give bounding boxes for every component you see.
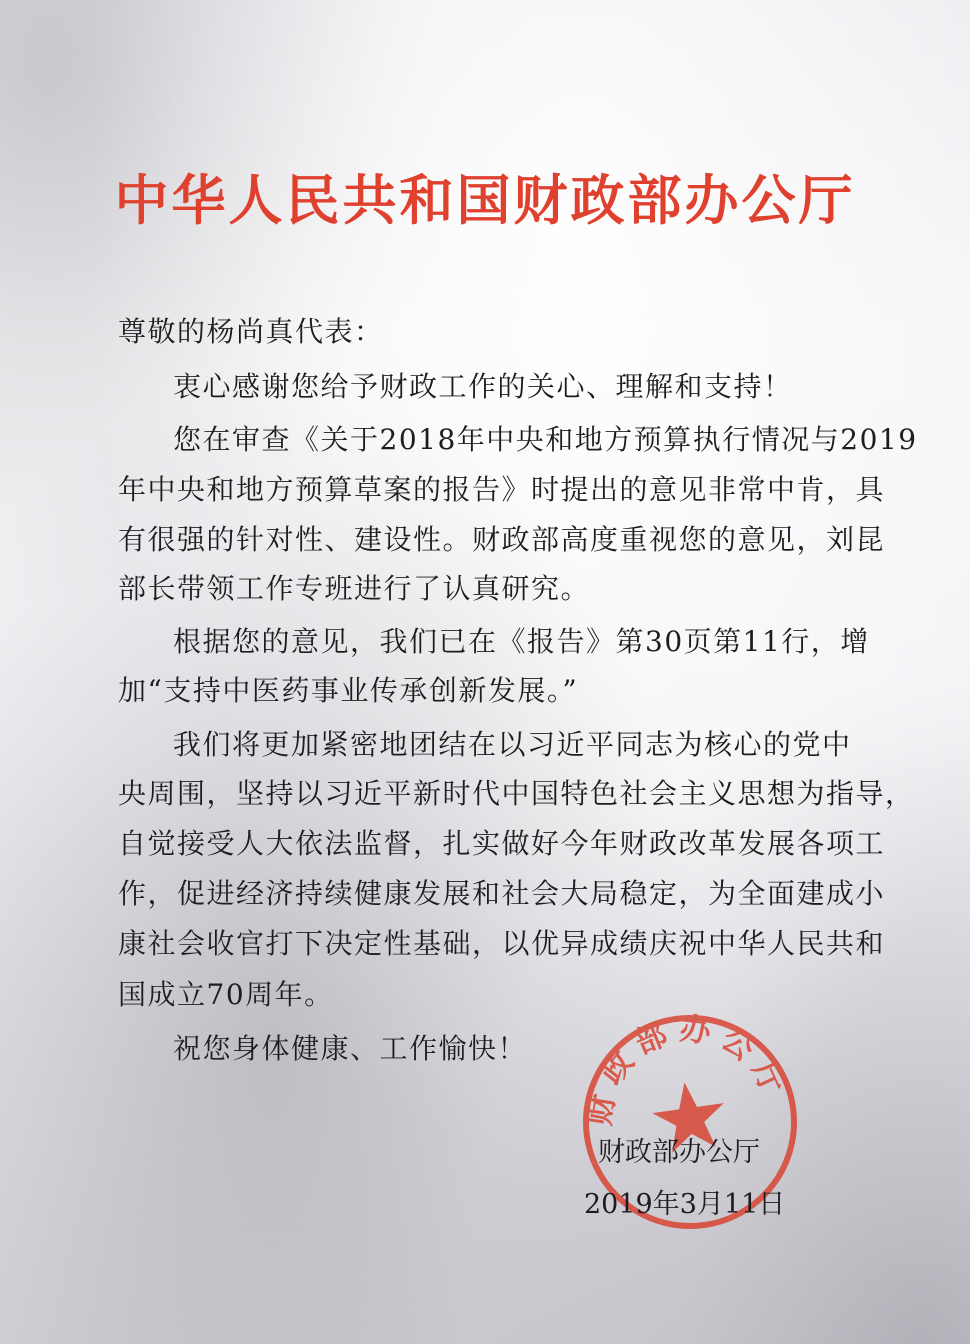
paragraph-line: 年中央和地方预算草案的报告》时提出的意见非常中肯，具 (118, 473, 886, 506)
signature-office: 财政部办公厅 (598, 1137, 760, 1168)
paragraph-line: 根据您的意见，我们已在《报告》第30页第11行，增 (173, 625, 870, 658)
paragraph-line: 加“支持中医药事业传承创新发展。” (118, 674, 579, 707)
paragraph-line: 央周围，坚持以习近平新时代中国特色社会主义思想为指导， (118, 777, 915, 810)
paragraph-line: 自觉接受人大依法监督，扎实做好今年财政改革发展各项工 (118, 827, 886, 860)
signature-date: 2019年3月11日 (584, 1189, 786, 1220)
paragraph-line: 国成立70周年。 (118, 978, 334, 1011)
salutation: 尊敬的杨尚真代表： (118, 315, 384, 348)
paragraph-line: 作，促进经济持续健康发展和社会大局稳定，为全面建成小 (118, 877, 886, 910)
paragraph-line: 衷心感谢您给予财政工作的关心、理解和支持！ (173, 370, 793, 403)
paragraph-line: 康社会收官打下决定性基础，以优异成绩庆祝中华人民共和 (118, 927, 886, 960)
seal-text: 财政部办公厅 (581, 1010, 795, 1128)
letterhead-title: 中华人民共和国财政部办公厅 (114, 169, 856, 232)
paragraph-line: 部长带领工作专班进行了认真研究。 (118, 572, 591, 605)
paragraph-line: 您在审查《关于2018年中央和地方预算执行情况与2019 (173, 423, 918, 456)
paragraph-line: 我们将更加紧密地团结在以习近平同志为核心的党中 (173, 728, 852, 761)
closing-greeting: 祝您身体健康、工作愉快！ (173, 1032, 528, 1065)
paragraph-line: 有很强的针对性、建设性。财政部高度重视您的意见，刘昆 (118, 523, 886, 556)
